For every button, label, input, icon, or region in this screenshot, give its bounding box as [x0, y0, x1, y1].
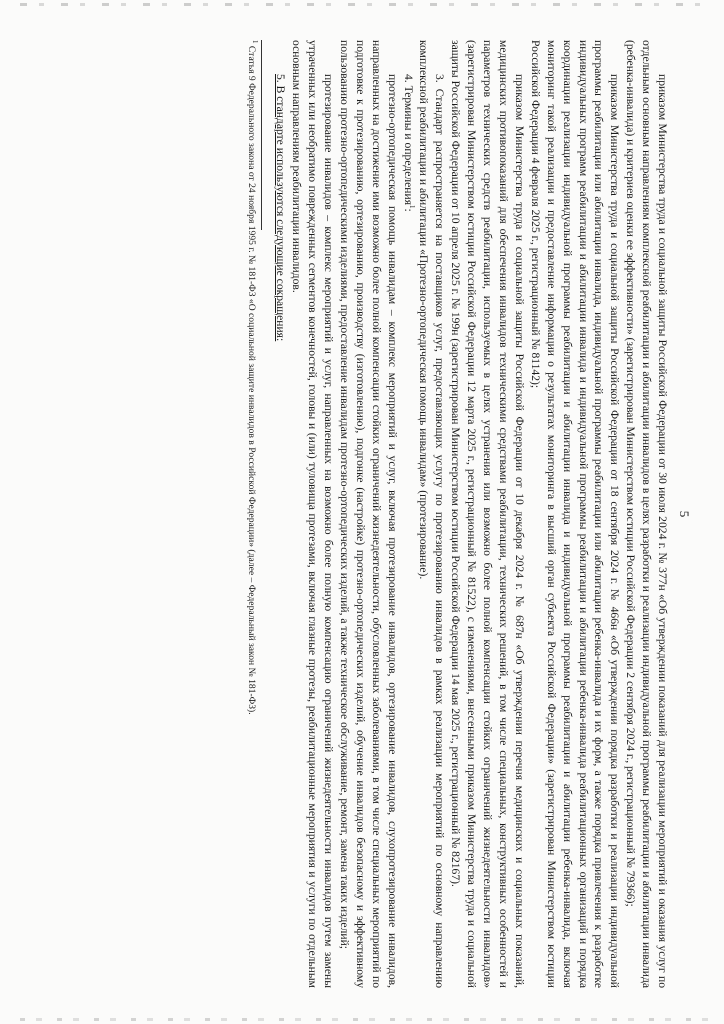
footnote-divider	[261, 40, 262, 230]
paragraph-scope: 3. Стандарт распространяется на поставщиков услуг, предоставляющих услугу по протезированию инвалидов в рамках реализации мероприятий по основному направлению комплексной реабилитации и абилитации «Протезно-ортопедическая помощь инвалидам» (протезирование).	[417, 40, 447, 988]
paragraph-order-687n: приказом Министерства труда и социальной защиты Российской Федерации от 10 декабря 2024 г. № 687н «Об утверждении перечня медицинских и социальных показаний, медицинских противопоказаний для обеспечения инвалидов техническими средствами реабилитации, технических решений, в том числе специальных, конструктивных особенностей и параметров технических средств реабилитации, используемых в целях устранения или возможно более полной компенсации стойких ограничений жизнедеятельности инвалидов» (зарегистрирован Министерством юстиции Российской Федерации 12 марта 2025 г., регистрационный № 81522), с изменениями, внесенными приказом Министерства труда и социальной защиты Российской Федерации от 10 апреля 2025 г. № 199н (зарегистрирован Министерством юстиции Российской Федерации 14 мая 2025 г., регистрационный № 82167).	[449, 40, 526, 988]
footnote-marker: 1	[407, 205, 416, 209]
paragraph-order-466n: приказом Министерства труда и социальной защиты Российской Федерации от 18 сентября 2024 г. № 466н «Об утверждении порядка разработки и реализации индивидуальной программы реабилитации или абилитации инвалида, индивидуальной программы реабилитации или абилитации ребенка-инвалида и их форм, а также порядка привлечения к разработке индивидуальных программ реабилитации и абилитации инвалида и индивидуальной программы реабилитации и абилитации ребенка-инвалида реабилитационных организаций и порядка координации реализации индивидуальной программы реабилитации и абилитации инвалида и индивидуальной программы реабилитации и абилитации ребенка-инвалида, включая мониторинг такой реализации и предоставление информации о результатах мониторинга в высший орган субъекта Российской Федерации» (зарегистрирован Министерством юстиции Российской Федерации 4 февраля 2025 г., регистрационный № 81142);	[528, 40, 622, 988]
section-4-heading-text: 4. Термины и определения	[401, 74, 415, 206]
footnote	[245, 40, 260, 988]
definition-prosthetics: протезирование инвалидов – комплекс мероприятий и услуг, направленных на возможно более полную компенсацию ограничений жизнедеятельности инвалидов путем замены утраченных или необратимо поврежденных сегментов конечностей, головы и (или) туловища протезами, включая глазные протезы, реабилитационные мероприятия и услуги по отдельным основным направлениям реабилитации инвалидов.	[290, 40, 336, 988]
section-4-heading: 4. Термины и определения$^1$:	[401, 74, 416, 212]
definition-prosthetic-orthopedic-help: протезно-ортопедическая помощь инвалидам – комплекс мероприятий и услуг, включая протезирование инвалидов, ортезирование инвалидов, слухопротезирование инвалидов, направленных на достижение ими возможно более полной компенсации стойких ограничений жизнедеятельности, обусловленных заболеваниями, в том числе специальных мероприятий по подготовке к протезированию, ортезированию, производству (изготовлению), подгонке (настройке) протезно-ортопедических изделий, обучение инвалидов безопасному и эффективному пользованию протезно-ортопедическими изделиями, предоставление инвалидам протезно-ортопедических изделий, а также техническое обслуживание, ремонт, замена таких изделий;	[337, 40, 399, 988]
footnote-text: Статья 9 Федерального закона от 24 ноября 1995 г. № 181-ФЗ «О социальной защите инвалидов в Российской Федерации» (далее – Федеральный закон № 181-ФЗ).	[246, 45, 258, 715]
scan-noise-bottom	[20, 1018, 710, 1021]
paragraph-order-377n: приказом Министерства труда и социальной защиты Российской Федерации от 30 июля 2024 г. № 377н «Об утверждении показаний для реализации мероприятий и оказания услуг по отдельным основным направлениям комплексной реабилитации и абилитации инвалидов в целях разработки и реализации индивидуальной программы реабилитации и абилитации инвалида (ребенка-инвалида) и критериев оценки ее эффективности» (зарегистрирован Министерством юстиции Российской Федерации 2 сентября 2024 г., регистрационный № 79366);	[624, 40, 670, 988]
page-number: 5	[677, 510, 692, 518]
section-5-heading	[272, 40, 288, 988]
section-5-heading-text: 5. В стандарте используются следующие сокращения:	[274, 74, 288, 342]
rotated-text-block	[74, 40, 692, 988]
scan-noise-top	[20, 3, 710, 6]
footnote-number: 1	[251, 40, 260, 44]
